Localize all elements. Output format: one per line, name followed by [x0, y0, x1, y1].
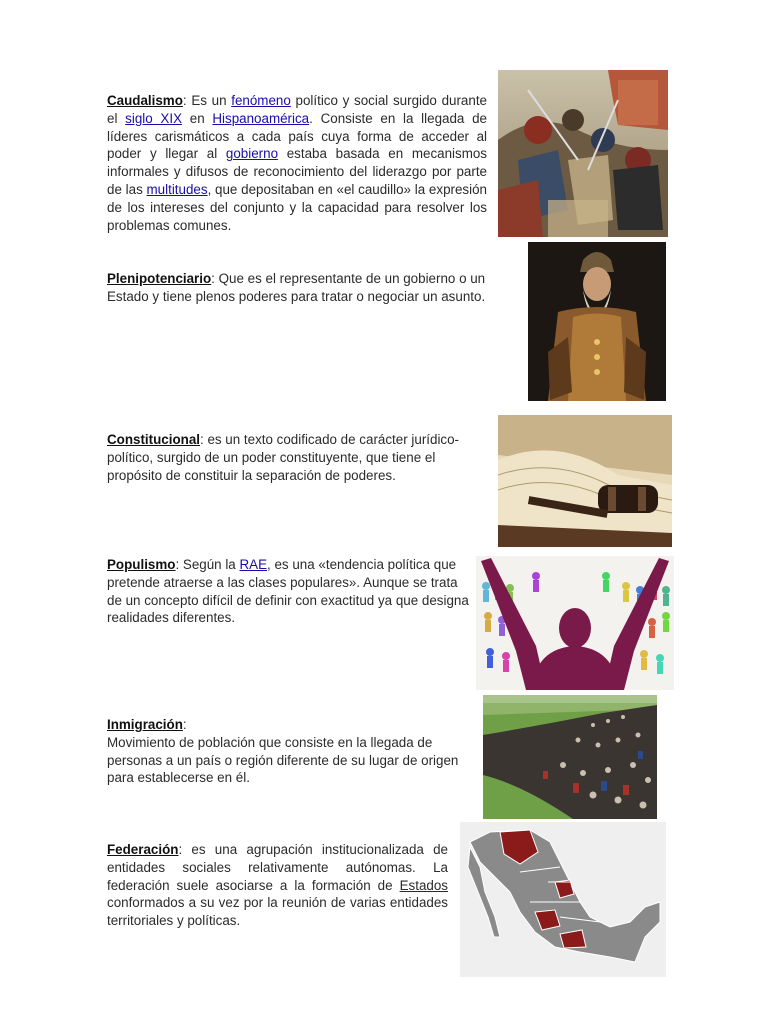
link-gobierno[interactable]: gobierno — [225, 146, 279, 162]
entry-constitucional — [107, 431, 491, 484]
text-segment: , que depositaban en «el caudillo» la expresión de los intereses del conjunto y la capacidad para resolver los problemas comunes. — [107, 181, 487, 233]
link-estados[interactable]: Estados — [399, 877, 448, 893]
text-segment: : Que es el representante de un gobierno o un Estado y tiene plenos poderes para tratar o negociar un asunto. — [107, 271, 486, 304]
text-segment: Movimiento de población que consiste en la llegada de personas a un país o región diferente de su lugar de origen para establecerse en él. — [107, 734, 459, 786]
book-and-gavel-image — [498, 415, 672, 547]
term-populismo: Populismo — [107, 557, 176, 572]
battle-painting-image — [498, 70, 668, 237]
entry-inmigracion — [107, 716, 465, 787]
entry-federacion — [107, 841, 448, 930]
entry-populismo — [107, 556, 469, 627]
text-segment: : es un texto codificado de carácter jurídico-político, surgido de un poder constituyente, que tiene el propósito de constituir la separación de poderes. — [107, 432, 460, 483]
term-inmigracion: Inmigración — [107, 717, 183, 732]
text-segment: conformados a su vez por la reunión de varias entidades territoriales y políticas. — [107, 895, 448, 929]
link-multitudes[interactable]: multitudes — [146, 181, 208, 197]
entry-plenipotenciario — [107, 270, 513, 306]
entry-caudalismo — [107, 92, 487, 234]
text-segment: : Según la — [175, 557, 240, 572]
text-segment: . Consiste en la llegada de líderes carismáticos a cada país cuya forma de acceder al poder y llegar al — [107, 110, 487, 162]
term-caudalismo: Caudalismo — [107, 93, 183, 108]
text-segment: estaba basada en mecanismos informales y difusos de reconocimiento del liderazgo por parte de las — [107, 146, 488, 197]
mexico-map-image — [460, 822, 666, 977]
link-hispanoamerica[interactable]: Hispanoamérica — [212, 110, 310, 126]
crowd-raised-arms-image — [476, 556, 674, 690]
text-segment: , es una «tendencia política que pretende atraerse a las clases populares». Aunque se trata de un concepto difícil de definir con exactitud ya que designa realidades diferentes. — [107, 557, 469, 626]
term-plenipotenciario: Plenipotenciario — [107, 271, 212, 286]
text-segment: en — [182, 110, 213, 126]
text-segment: : Es un — [182, 93, 232, 108]
term-federacion: Federación — [107, 842, 179, 857]
link-siglo-xix[interactable]: siglo XIX — [125, 110, 183, 126]
migrant-column-image — [483, 695, 657, 819]
term-constitucional: Constitucional — [107, 432, 200, 447]
text-segment: : — [182, 717, 187, 732]
nobleman-portrait-image — [528, 242, 666, 401]
text-segment: : es una agrupación institucionalizada de entidades sociales relativamente autónomas. La federación suele asociarse a la formación de — [107, 842, 448, 893]
link-rae[interactable]: RAE — [239, 557, 268, 572]
link-fenomeno[interactable]: fenómeno — [231, 93, 291, 108]
text-segment: político y social surgido durante el — [107, 93, 487, 126]
